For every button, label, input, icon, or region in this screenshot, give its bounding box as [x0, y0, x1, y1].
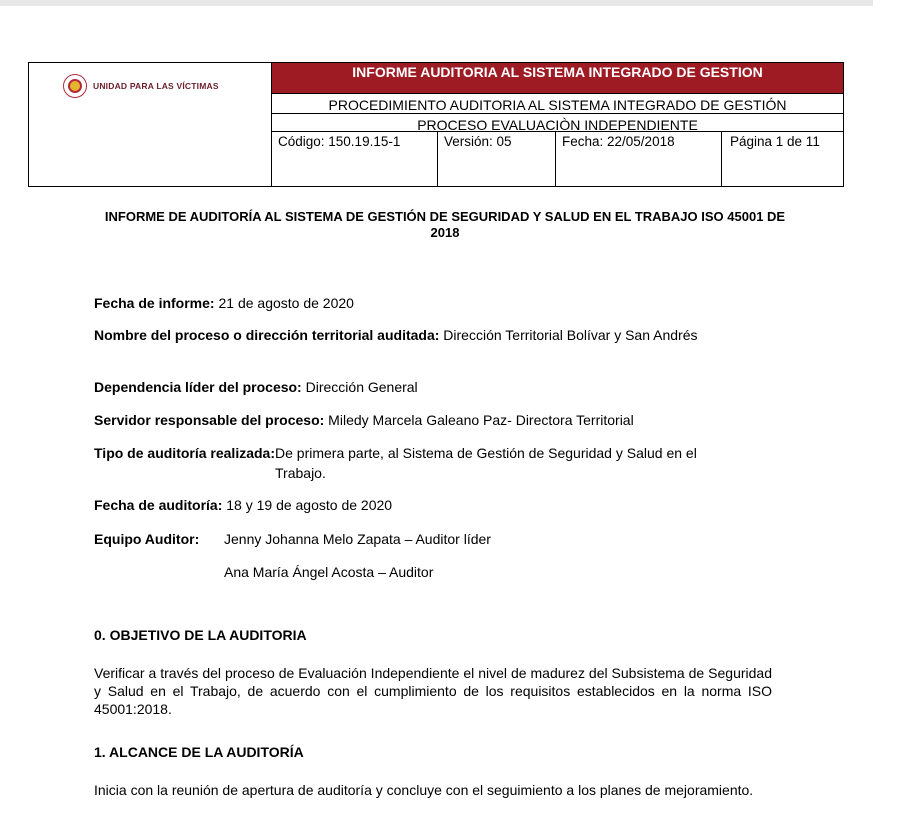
field-report-date	[94, 293, 774, 313]
header-process: PROCESO EVALUACIÒN INDEPENDIENTE	[272, 114, 843, 132]
audit-date-value: 18 y 19 de agosto de 2020	[222, 497, 393, 513]
process-label: Nombre del proceso o dirección territorial auditada:	[94, 327, 440, 343]
document-title: INFORME DE AUDITORÍA AL SISTEMA DE GESTIÓN DE SEGURIDAD Y SALUD EN EL TRABAJO ISO 45001 DE 2018	[104, 209, 786, 240]
header-version: Versión: 05	[438, 132, 556, 186]
section-1-title: 1. ALCANCE DE LA AUDITORÍA	[94, 744, 304, 760]
responsible-value: Miledy Marcela Galeano Paz- Directora Territorial	[324, 412, 634, 428]
section-1-text: Inicia con la reunión de apertura de auditoría y concluye con el seguimiento a los planes de mejoramiento.	[94, 782, 754, 798]
process-value: Dirección Territorial Bolívar y San Andrés	[439, 327, 698, 343]
responsible-label: Servidor responsable del proceso:	[94, 412, 325, 428]
top-scroll-bar	[0, 0, 915, 6]
field-audit-date	[94, 495, 774, 515]
dependency-value: Dirección General	[301, 379, 418, 395]
team-label: Equipo Auditor:	[94, 531, 200, 547]
field-audit-type	[94, 443, 774, 483]
header-procedure: PROCEDIMIENTO AUDITORIA AL SISTEMA INTEGRADO DE GESTIÓN	[272, 94, 843, 114]
logo-text: UNIDAD PARA LAS VÍCTIMAS	[93, 81, 219, 91]
audit-date-label: Fecha de auditoría:	[94, 497, 223, 513]
section-0-title: 0. OBJETIVO DE LA AUDITORIA	[94, 627, 307, 643]
logo-cell	[29, 63, 272, 186]
header-meta-row	[272, 132, 843, 186]
field-dependency	[94, 377, 774, 397]
report-date-label: Fecha de informe:	[94, 295, 215, 311]
top-bar-gap	[873, 0, 915, 6]
emblem-icon	[63, 74, 87, 98]
field-team	[94, 529, 774, 549]
field-responsible	[94, 410, 774, 430]
document-header-table	[28, 62, 844, 187]
audit-type-value: De primera parte, al Sistema de Gestión de Seguridad y Salud en el Trabajo.	[275, 445, 697, 481]
header-code: Código: 150.19.15-1	[272, 132, 438, 186]
report-date-value: 21 de agosto de 2020	[214, 295, 354, 311]
dependency-label: Dependencia líder del proceso:	[94, 379, 302, 395]
header-title: INFORME AUDITORIA AL SISTEMA INTEGRADO DE GESTION	[272, 63, 843, 94]
field-process	[94, 326, 774, 345]
header-page: Página 1 de 11	[730, 134, 820, 149]
section-0-text: Verificar a través del proceso de Evaluación Independiente el nivel de madurez del Subsistema de Seguridad y Salud en el Trabajo, de acuerdo con el cumplimiento de los requisitos establecidos en la norma ISO 45001:2018.	[94, 665, 772, 717]
team-member-2: Ana María Ángel Acosta – Auditor	[224, 564, 434, 580]
audit-type-label: Tipo de auditoría realizada:	[94, 445, 276, 461]
logo	[63, 73, 219, 99]
team-member-1: Jenny Johanna Melo Zapata – Auditor líder	[224, 531, 491, 547]
header-date: Fecha: 22/05/2018	[556, 132, 722, 186]
